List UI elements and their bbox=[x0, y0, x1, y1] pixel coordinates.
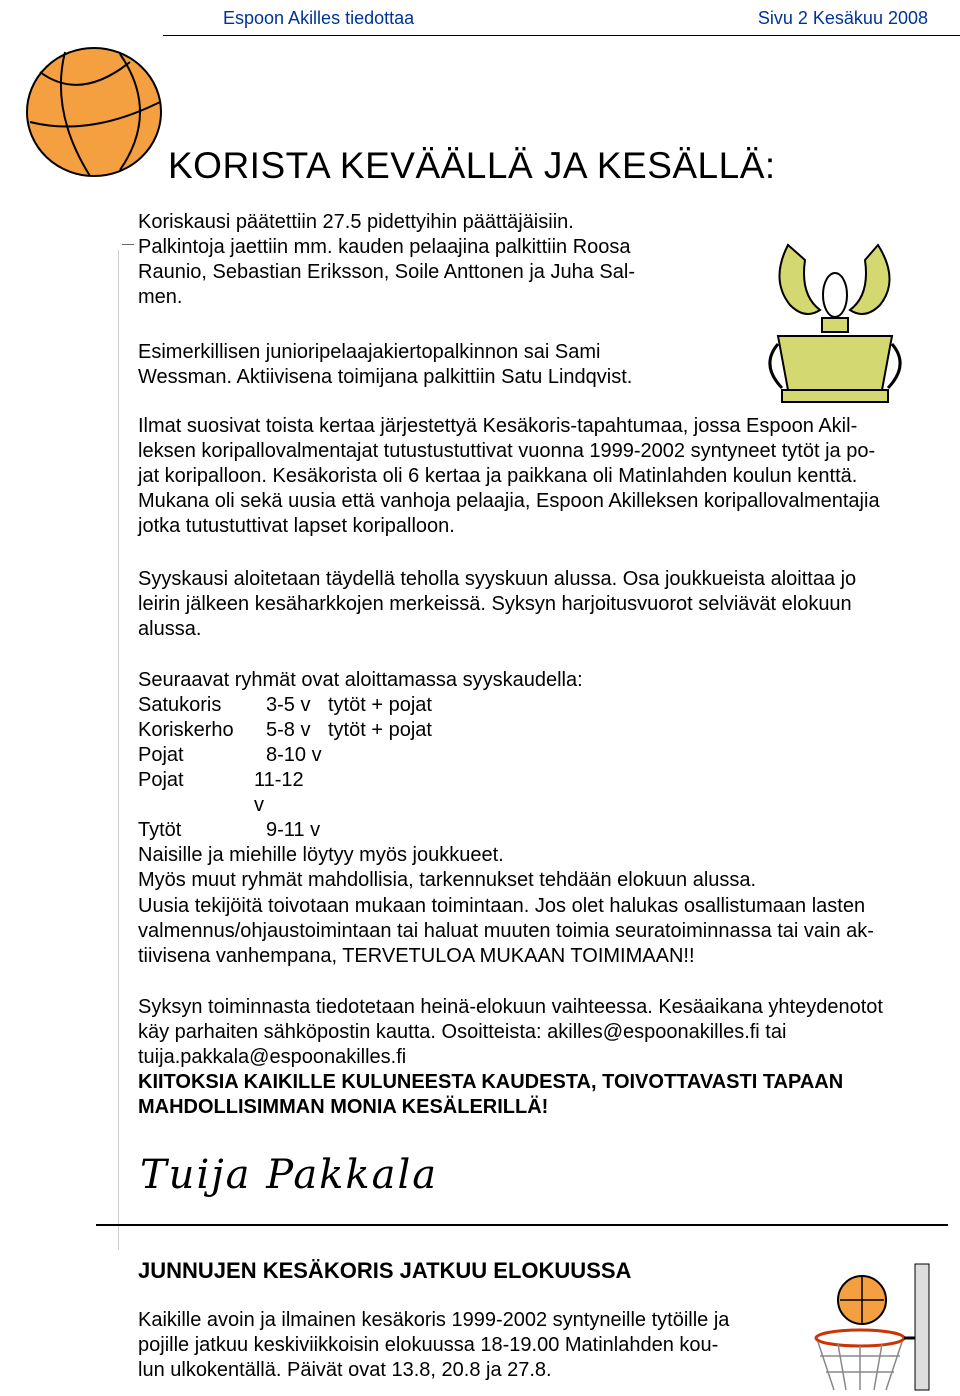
text-line: jat koripalloon. Kesäkorista oli 6 kertaa ja paikkana oli Matinlahden koulun kenttä. bbox=[138, 465, 858, 487]
groups-note: Myös muut ryhmät mahdollisia, tarkennukset tehdään elokuun alussa. bbox=[138, 869, 757, 891]
text-line: Ilmat suosivat toista kertaa järjestettyä Kesäkoris-tapahtumaa, jossa Espoon Akil- bbox=[138, 415, 858, 437]
group-name: Pojat bbox=[138, 744, 184, 766]
text-line: leksen koripallovalmentajat tutustustuttivat vuonna 1999-2002 syntyneet tytöt ja po- bbox=[138, 440, 876, 462]
group-row bbox=[138, 693, 838, 718]
group-who: tytöt + pojat bbox=[328, 719, 432, 741]
paragraph-volunteers bbox=[138, 894, 938, 969]
groups-section bbox=[138, 668, 838, 893]
page-info: Sivu 2 Kesäkuu 2008 bbox=[757, 8, 928, 28]
group-age: 3-5 v bbox=[266, 694, 311, 716]
groups-intro: Seuraavat ryhmät ovat aloittamassa syyskaudella: bbox=[138, 669, 583, 691]
text-line: Esimerkillisen junioripelaajakiertopalkinnon sai Sami bbox=[138, 341, 601, 363]
group-name: Tytöt bbox=[138, 819, 182, 841]
text-line: Koriskausi päätettiin 27.5 pidettyihin päättäjäisiin. bbox=[138, 211, 574, 233]
group-name: Satukoris bbox=[138, 694, 222, 716]
group-row bbox=[138, 743, 838, 768]
trophy-icon bbox=[760, 240, 920, 405]
text-line: pojille jatkuu keskiviikkoisin elokuussa 18-19.00 Matinlahden kou- bbox=[138, 1334, 719, 1356]
paragraph-summer-event bbox=[138, 414, 953, 539]
group-age: 5-8 v bbox=[266, 719, 311, 741]
group-age: 8-10 v bbox=[266, 744, 322, 766]
group-age: 11-12 v bbox=[254, 769, 304, 816]
paragraph-autumn-season bbox=[138, 567, 938, 642]
section-divider bbox=[96, 1224, 948, 1226]
newsletter-title: Espoon Akilles tiedottaa bbox=[223, 8, 415, 28]
article-title: KORISTA KEVÄÄLLÄ JA KESÄLLÄ: bbox=[168, 145, 776, 186]
text-line: tiivisena vanhempana, TERVETULOA MUKAAN TOIMIMAAN!! bbox=[138, 945, 695, 967]
thanks-line: KIITOKSIA KAIKILLE KULUNEESTA KAUDESTA, TOIVOTTAVASTI TAPAAN bbox=[138, 1071, 844, 1093]
basketball-hoop-icon bbox=[790, 1262, 950, 1392]
paragraph-awards bbox=[138, 210, 698, 310]
group-row bbox=[138, 768, 838, 818]
paragraph-summer-camp bbox=[138, 1308, 798, 1383]
text-line: Raunio, Sebastian Eriksson, Soile Anttonen ja Juha Sal- bbox=[138, 261, 635, 283]
text-line: men. bbox=[138, 286, 183, 308]
margin-dash bbox=[122, 244, 134, 245]
basketball-icon bbox=[20, 42, 170, 182]
group-who: tytöt + pojat bbox=[328, 694, 432, 716]
groups-note: Naisille ja miehille löytyy myös joukkueet. bbox=[138, 844, 504, 866]
signature: Tuija Pakkala bbox=[140, 1152, 439, 1198]
text-line: leirin jälkeen kesäharkkojen merkeissä. Syksyn harjoitusvuorot selviävät elokuun bbox=[138, 593, 852, 615]
text-line: Mukana oli sekä uusia että vanhoja pelaajia, Espoon Akilleksen koripallovalmentajia bbox=[138, 490, 880, 512]
text-line: Palkintoja jaettiin mm. kauden pelaajina palkittiin Roosa bbox=[138, 236, 631, 258]
text-line: käy parhaiten sähköpostin kautta. Osoitteista: akilles@espoonakilles.fi tai bbox=[138, 1021, 787, 1043]
group-name: Koriskerho bbox=[138, 719, 234, 741]
paragraph-junior-award bbox=[138, 340, 698, 390]
group-row bbox=[138, 818, 838, 843]
text-line: Wessman. Aktiivisena toimijana palkittiin Satu Lindqvist. bbox=[138, 366, 633, 388]
group-name: Pojat bbox=[138, 769, 184, 791]
page-header bbox=[163, 0, 960, 36]
group-row bbox=[138, 718, 838, 743]
email-line: tuija.pakkala@espoonakilles.fi bbox=[138, 1046, 407, 1068]
thanks-line: MAHDOLLISIMMAN MONIA KESÄLERILLÄ! bbox=[138, 1096, 549, 1118]
text-line: alussa. bbox=[138, 618, 202, 640]
text-line: Kaikille avoin ja ilmainen kesäkoris 1999-2002 syntyneille tytöille ja bbox=[138, 1309, 730, 1331]
left-margin-line bbox=[118, 250, 119, 1250]
text-line: lun ulkokentällä. Päivät ovat 13.8, 20.8 ja 27.8. bbox=[138, 1359, 552, 1381]
text-line: jotka tutustuttivat lapset koripalloon. bbox=[138, 515, 455, 537]
text-line: valmennus/ohjaustoimintaan tai haluat muuten toimia seuratoiminnassa tai vain ak- bbox=[138, 920, 874, 942]
text-line: Syksyn toiminnasta tiedotetaan heinä-elokuun vaihteessa. Kesäaikana yhteydenotot bbox=[138, 996, 883, 1018]
paragraph-contact bbox=[138, 995, 938, 1120]
group-age: 9-11 v bbox=[266, 819, 321, 841]
section2-title: JUNNUJEN KESÄKORIS JATKUU ELOKUUSSA bbox=[138, 1258, 632, 1283]
text-line: Syyskausi aloitetaan täydellä teholla syyskuun alussa. Osa joukkueista aloittaa jo bbox=[138, 568, 857, 590]
text-line: Uusia tekijöitä toivotaan mukaan toimintaan. Jos olet halukas osallistumaan lasten bbox=[138, 895, 866, 917]
